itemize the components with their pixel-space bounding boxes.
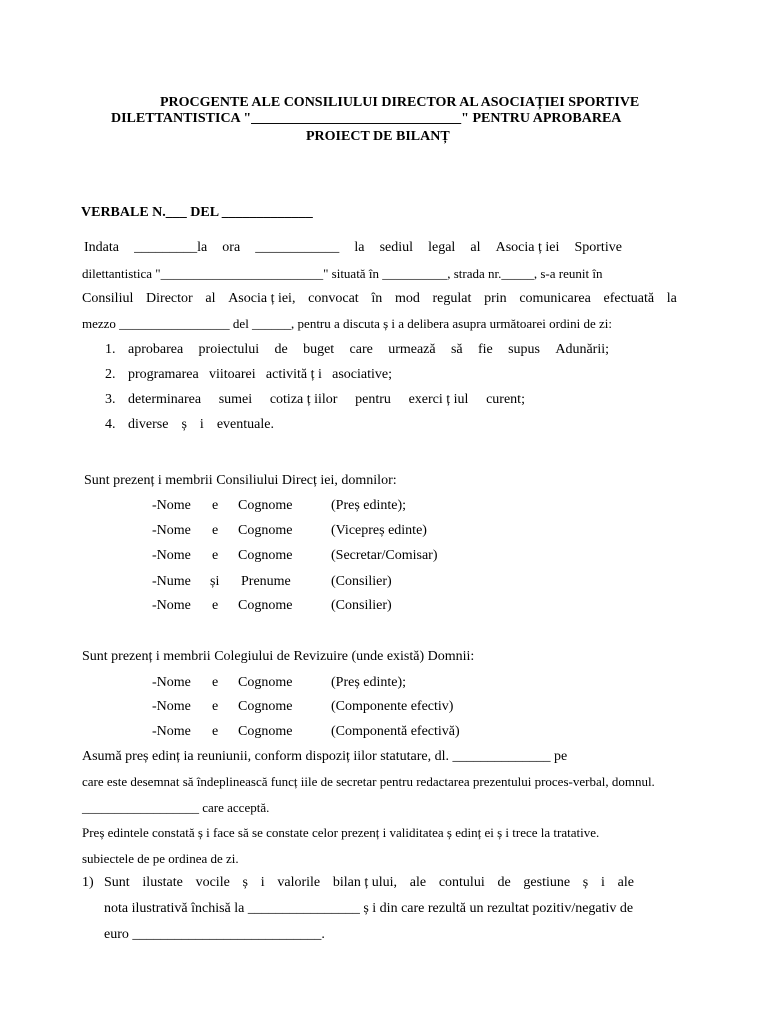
council-intro: Sunt prezenț i membrii Consiliului Direcț iei, domnilor: <box>84 473 397 488</box>
document-title-line-3: PROIECT DE BILANȚ <box>306 129 450 144</box>
intro-line-1: Indata _________la ora ____________ la sediul legal al Asocia ț iei Sportive <box>84 240 622 255</box>
member-name: -Nome <box>152 523 191 538</box>
member-conjunction: e <box>212 598 219 613</box>
agenda-item-number: 2. <box>105 367 116 382</box>
agenda-item: diverse ș i eventuale. <box>128 417 274 432</box>
member-surname: Cognome <box>238 675 293 690</box>
point-1-line-1: Sunt ilustate vocile ș i valorile bilan ț ului, ale contului de gestiune ș i ale <box>104 875 634 890</box>
agenda-item-number: 1. <box>105 342 116 357</box>
member-name: -Nume <box>152 574 191 589</box>
chair-line-3: __________________ care acceptă. <box>82 800 270 815</box>
member-role: (Preș edinte); <box>331 498 407 513</box>
member-name: -Nome <box>152 699 191 714</box>
member-role: (Secretar/Comisar) <box>331 548 438 563</box>
intro-line-4: mezzo _________________ del ______, pentru a discuta ș i a delibera asupra următoarei ordini de zi: <box>82 316 612 331</box>
member-conjunction: e <box>212 675 219 690</box>
validity-line-2: subiectele de pe ordinea de zi. <box>82 851 239 866</box>
member-role: (Componentă efectivă) <box>331 724 460 739</box>
member-conjunction: e <box>212 498 219 513</box>
document-title-line-2: DILETTANTISTICA "______________________________" PENTRU APROBAREA <box>111 111 622 126</box>
chair-line-2: care este desemnat să îndeplinească funcț iile de secretar pentru redactarea prezentului proces-verbal, domnul. <box>82 774 655 789</box>
member-surname: Prenume <box>241 574 291 589</box>
intro-line-2: dilettantistica "_________________________" situată în __________, strada nr._____, s-a reunit în <box>82 266 603 281</box>
member-surname: Cognome <box>238 724 293 739</box>
member-role: (Componente efectiv) <box>331 699 454 714</box>
member-surname: Cognome <box>238 498 293 513</box>
member-surname: Cognome <box>238 598 293 613</box>
auditors-intro: Sunt prezenț i membrii Colegiului de Revizuire (unde există) Domnii: <box>82 649 475 664</box>
point-1-line-3: euro ___________________________. <box>104 927 325 942</box>
member-role: (Consilier) <box>331 574 392 589</box>
agenda-item-number: 4. <box>105 417 116 432</box>
member-conjunction: e <box>212 724 219 739</box>
member-conjunction: e <box>212 523 219 538</box>
member-role: (Consilier) <box>331 598 392 613</box>
agenda-item: determinarea sumei cotiza ț iilor pentru exerci ț iul curent; <box>128 392 525 407</box>
member-surname: Cognome <box>238 699 293 714</box>
member-name: -Nome <box>152 598 191 613</box>
validity-line-1: Preș edintele constată ș i face să se constate celor prezenț i validitatea ș edinț ei ș i trece la tratative. <box>82 825 600 840</box>
verbale-number: VERBALE N.___ DEL _____________ <box>81 205 313 220</box>
intro-line-3: Consiliul Director al Asocia ț iei, convocat în mod regulat prin comunicarea efectuată la <box>82 291 677 306</box>
point-number: 1) <box>82 875 94 890</box>
member-role: (Vicepreș edinte) <box>331 523 427 538</box>
agenda-item: aprobarea proiectului de buget care urmează să fie supus Adunării; <box>128 342 609 357</box>
member-name: -Nome <box>152 548 191 563</box>
member-name: -Nome <box>152 675 191 690</box>
member-surname: Cognome <box>238 548 293 563</box>
member-surname: Cognome <box>238 523 293 538</box>
chair-line-1: Asumă preș edinț ia reuniunii, conform dispoziț iilor statutare, dl. ______________ pe <box>82 749 568 764</box>
point-1-line-2: nota ilustrativă închisă la ________________ ș i din care rezultă un rezultat pozitiv/negativ de <box>104 901 634 916</box>
document-title-line-1: PROCGENTE ALE CONSILIULUI DIRECTOR AL ASOCIAȚIEI SPORTIVE <box>160 95 640 110</box>
member-conjunction: e <box>212 548 219 563</box>
member-conjunction: e <box>212 699 219 714</box>
member-role: (Preș edinte); <box>331 675 407 690</box>
agenda-item: programarea viitoarei activită ț i asociative; <box>128 367 392 382</box>
member-name: -Nome <box>152 498 191 513</box>
agenda-item-number: 3. <box>105 392 116 407</box>
member-conjunction: și <box>210 574 220 589</box>
member-name: -Nome <box>152 724 191 739</box>
